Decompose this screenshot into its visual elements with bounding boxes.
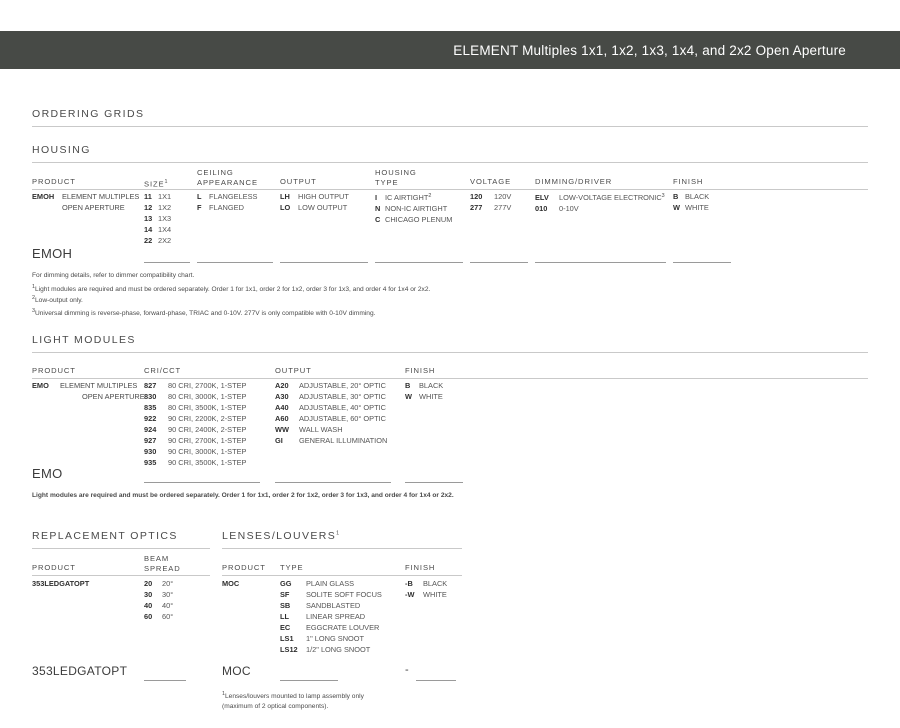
housing-note-0: For dimming details, refer to dimmer compatibility chart. [32,272,195,279]
lm-product-desc: ELEMENT MULTIPLES OPEN APERTURE [60,381,145,401]
col-head-output: OUTPUT [280,177,317,186]
product-code: EMOH [32,192,55,201]
col-head-dimming-driver: DIMMING/DRIVER [535,177,613,186]
col-head-ceiling-appearance: CEILING APPEARANCE [197,168,258,187]
col-head-lm-cri-cct: CRI/CCT [144,366,182,375]
ro-beam-list: 20 20° 30 30° 40 40° 60 60° [144,579,174,621]
col-head-lm-finish: FINISH [405,366,436,375]
order-blank-ceiling[interactable] [197,262,273,263]
order-blank-finish[interactable] [673,262,731,263]
col-head-housing-type: HOUSING TYPE [375,168,417,187]
lm-finish-list: B BLACK W WHITE [405,381,444,401]
lm-product: EMO [32,381,49,390]
ll-order-code: MOC [222,664,251,678]
col-head-lm-output: OUTPUT [275,366,312,375]
col-head-finish: FINISH [673,177,704,186]
divider-ordering-grids [32,126,868,127]
divider-housing [32,162,868,163]
section-title-light-modules: LIGHT MODULES [32,334,136,346]
page-title: ORDERING GRIDS [32,108,145,120]
housing-type-list: I IC AIRTIGHT$^2$ N NON-IC AIRTIGHT C CHICAGO PLENUM [375,193,453,225]
order-blank-lm-cri[interactable] [144,482,260,483]
ll-product: MOC [222,579,240,588]
housing-product [32,191,54,202]
housing-dimming-list: ELV LOW-VOLTAGE ELECTRONIC$^3$ 010 0-10V [535,193,665,214]
housing-output-list: LH HIGH OUTPUT LO LOW OUTPUT [280,192,349,212]
ll-finish-list: -B BLACK -W WHITE [405,579,448,599]
housing-voltage-list: 120 120V 277 277V [470,192,512,212]
order-blank-voltage[interactable] [470,262,528,263]
order-blank-housing-type[interactable] [375,262,463,263]
lm-cri-cct-list: 827 80 CRI, 2700K, 1-STEP 830 80 CRI, 3000K, 1-STEP 835 80 CRI, 3500K, 1-STEP 922 90 CRI, 2200K, 2-STEP 924 90 CRI, 2400K, 2-STEP 927 90 CRI, 2700K, 1-STEP 930 90 CRI, 3000K, 1-STEP 935 90 CRI, 3500K, 1-STEP [144,381,247,467]
order-blank-ro-beam[interactable] [144,680,186,681]
order-blank-output[interactable] [280,262,368,263]
section-title-replacement-optics: REPLACEMENT OPTICS [32,530,178,542]
divider-light-modules [32,352,868,353]
col-head-lm-product: PRODUCT [32,366,76,375]
housing-order-code: EMOH [32,246,73,261]
lm-output-list: A20 ADJUSTABLE, 20° OPTIC A30 ADJUSTABLE, 30° OPTIC A40 ADJUSTABLE, 40° OPTIC A60 ADJUSTABLE, 60° OPTIC WW WALL WASH GI GENERAL ILLUMINATION [275,381,388,445]
ro-order-code: 353LEDGATOPT [32,664,128,678]
col-head-ro-product: PRODUCT [32,563,76,572]
order-blank-dimming[interactable] [535,262,666,263]
housing-note-1: $^1$Light modules are required and must be ordered separately. Order 1 for 1x1, order 2 for 1x2, order 3 for 1x3, and order 4 for 1x4 or 2x2. [32,284,431,294]
lm-note: Light modules are required and must be ordered separately. Order 1 for 1x1, order 2 for 1x2, order 3 for 1x3, and order 4 for 1x4 or 2x2. [32,492,454,499]
section-title-lenses-louvers: LENSES/LOUVERS$^1$ [222,530,341,542]
header-title: ELEMENT Multiples 1x1, 1x2, 1x3, 1x4, and 2x2 Open Aperture [453,43,846,58]
footnote-marker: 1 [164,179,169,185]
ll-note-1: (maximum of 2 optical components). [222,703,329,710]
housing-ceiling-list: L FLANGELESS F FLANGED [197,192,258,212]
section-title-housing: HOUSING [32,144,91,156]
housing-product-desc: ELEMENT MULTIPLES OPEN APERTURE [62,192,140,212]
housing-finish-list: B BLACK W WHITE [673,192,710,212]
col-head-ll-product: PRODUCT [222,563,266,572]
ll-order-suffix: - [405,664,409,676]
col-head-voltage: VOLTAGE [470,177,512,186]
divider-replacement-optics [32,548,210,549]
ll-note-0: $^1$Lenses/louvers mounted to lamp assembly only [222,691,364,701]
divider-lenses-louvers [222,548,462,549]
ll-type-list: GG PLAIN GLASS SF SOLITE SOFT FOCUS SB SANDBLASTED LL LINEAR SPREAD EC EGGCRATE LOUVER LS1 1" LONG SNOOT LS12 1/2" LONG SNOOT [280,579,382,654]
divider-housing-header [32,189,868,190]
housing-size-list: 11 1X1 12 1X2 13 1X3 14 1X4 22 2X2 [144,192,172,245]
housing-note-3: $^3$Universal dimming is reverse-phase, forward-phase, TRIAC and 0-10V. 277V is only compatible with 0-10V dimming. [32,308,376,318]
order-blank-lm-finish[interactable] [405,482,463,483]
divider-ro-header [32,575,210,576]
col-head-product: PRODUCT [32,177,76,186]
order-blank-size[interactable] [144,262,190,263]
col-head-ro-beam-spread: BEAM SPREAD [144,554,181,573]
order-blank-ll-finish[interactable] [416,680,456,681]
col-head-ll-finish: FINISH [405,563,436,572]
ro-product: 353LEDGATOPT [32,579,90,588]
divider-lm-header [32,378,868,379]
col-head-size: SIZE$^1$ [144,179,169,189]
order-blank-ll-type[interactable] [280,680,338,681]
divider-ll-header [222,575,462,576]
lm-order-code: EMO [32,466,63,481]
housing-note-2: $^2$Low-output only. [32,295,83,305]
order-blank-lm-output[interactable] [275,482,391,483]
col-head-ll-type: TYPE [280,563,304,572]
